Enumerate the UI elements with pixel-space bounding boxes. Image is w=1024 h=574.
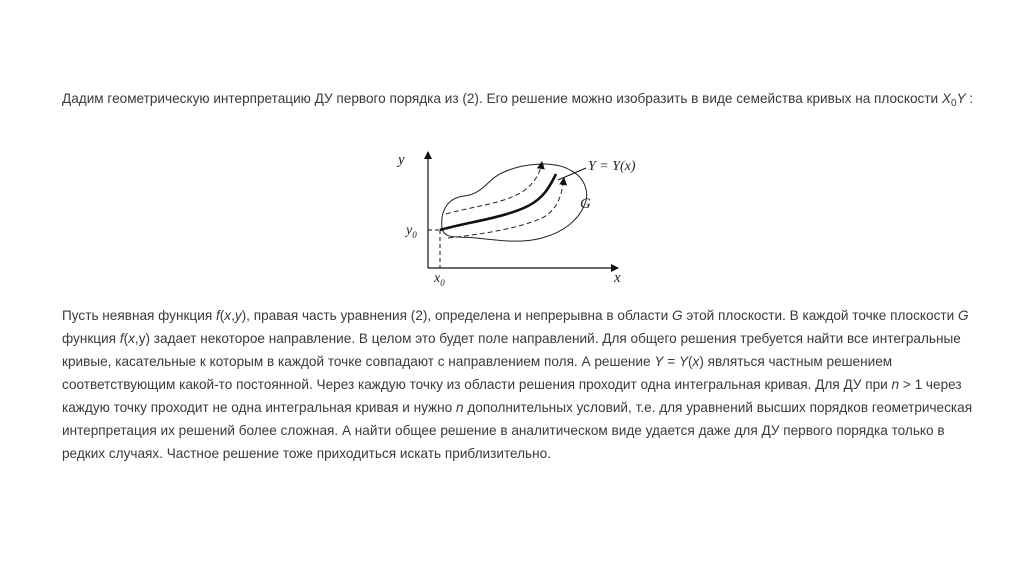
math-x: x <box>128 331 135 346</box>
math-y: y <box>234 308 242 323</box>
lower-dashed-curve <box>448 178 564 238</box>
y-axis-label: y <box>398 152 405 168</box>
math-g: G <box>957 308 969 323</box>
integral-curves-figure <box>392 148 652 288</box>
body-text: ), правая часть уравнения (2), определена и непрерывна в области <box>241 308 673 323</box>
intro-paragraph <box>62 87 982 110</box>
curve-label: Y = Y(x) <box>588 159 636 174</box>
y0-label <box>404 223 417 240</box>
body-text: функция <box>62 331 120 346</box>
body-text: этой плоскости. В каждой точке плоскости <box>682 308 958 323</box>
body-text: Пусть неявная функция <box>62 308 216 323</box>
plane-var-sub: 0 <box>951 98 957 109</box>
body-text: ( <box>219 308 225 323</box>
body-text: > 1 через каждую точку проходит не одна интегральная кривая и нужно <box>62 377 962 415</box>
region-g-label: G <box>580 196 591 212</box>
body-text: ) являться частным решением соответствующим какой-то постоянной. Через каждую точку из области решения проходит одна интегральная кривая. Для ДУ при <box>62 354 893 392</box>
plane-var-x: X <box>941 91 951 106</box>
plane-var-y: Y <box>956 91 966 106</box>
body-text: , <box>231 308 235 323</box>
intro-text: Дадим геометрическую интерпретацию ДУ первого порядка из (2). Его решение можно изобразить в виде семейства кривых на плоскости <box>62 91 942 106</box>
solution-curve <box>440 174 556 230</box>
math-x: x <box>692 354 700 369</box>
body-paragraph <box>62 304 982 465</box>
math-n: n <box>891 377 900 392</box>
math-f: f <box>119 331 124 346</box>
x0-main: x <box>434 271 441 286</box>
math-f: f <box>215 308 220 323</box>
math-y-capital: Y <box>654 354 664 369</box>
label-pointer <box>558 168 586 180</box>
body-text: ,y) задает некоторое направление. В целом это будет поле направлений. Для общего решения требуется найти все интегральные кривые, касательные к которым в каждой точке совпадают с направлением поля. А решение <box>62 331 961 369</box>
math-n: n <box>456 400 464 415</box>
body-text: дополнительных условий, т.е. для уравнений высших порядков геометрическая интерпретация их решений более сложная. А найти общее решение в аналитическом виде удается даже для ДУ первого порядка только в редких случаях. Частное решение тоже приходиться искать приблизительно. <box>62 400 973 461</box>
math-y-capital: Y <box>678 354 689 369</box>
figure-svg <box>392 148 652 288</box>
body-text: ( <box>123 331 129 346</box>
region-g-boundary <box>442 164 587 241</box>
math-g: G <box>672 308 683 323</box>
x0-sub: 0 <box>440 278 445 288</box>
math-x: x <box>224 308 232 323</box>
y0-sub: 0 <box>412 230 417 240</box>
body-text: = <box>663 354 679 369</box>
x-axis-label: x <box>614 270 621 286</box>
y0-main: y <box>406 223 413 238</box>
x0-label <box>433 271 445 288</box>
body-text: ( <box>688 354 693 369</box>
intro-colon: : <box>965 91 974 106</box>
